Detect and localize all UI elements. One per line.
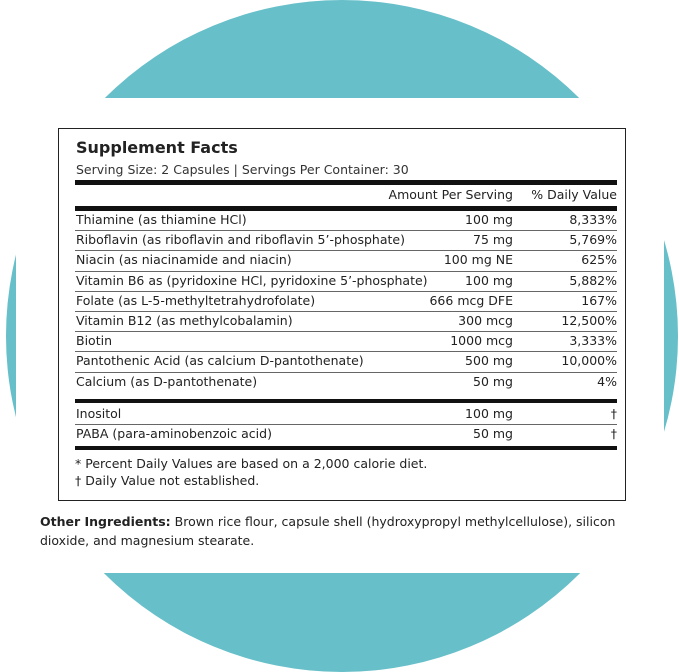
nutrient-row	[75, 211, 617, 231]
serving-info: Serving Size: 2 Capsules | Servings Per Container: 30	[76, 162, 409, 177]
nutrient-dv: 3,333%	[569, 333, 617, 349]
nutrient-amount: 100 mg	[465, 212, 513, 227]
nutrient-amount: 50 mg	[473, 373, 513, 389]
amount-column-header: Amount Per Serving	[388, 187, 513, 202]
nutrient-name: Folate (as L-5-methyltetrahydrofolate)	[76, 292, 316, 308]
nutrient-row	[75, 272, 617, 292]
other-dv: †	[610, 406, 617, 421]
nutrient-name: Biotin	[76, 333, 112, 349]
nutrient-dv: 12,500%	[561, 312, 617, 328]
nutrient-dv: 10,000%	[561, 353, 617, 369]
nutrient-dv: 5,882%	[569, 272, 617, 288]
panel-title: Supplement Facts	[76, 138, 238, 157]
nutrient-row	[75, 332, 617, 352]
label-card	[16, 98, 664, 573]
nutrient-row	[75, 231, 617, 251]
other-amount: 50 mg	[473, 426, 513, 442]
column-header	[75, 185, 617, 205]
nutrient-amount: 100 mg NE	[443, 252, 513, 268]
footnote-not-established: † Daily Value not established.	[75, 473, 260, 488]
other-amount: 100 mg	[465, 406, 513, 421]
other-ingredients-label: Other Ingredients:	[40, 514, 171, 529]
bottom-thick-rule	[75, 446, 617, 450]
nutrient-name: Vitamin B6 as (pyridoxine HCl, pyridoxine 5’-phosphate)	[76, 272, 428, 288]
nutrient-amount: 666 mcg DFE	[429, 292, 513, 308]
supplement-facts-panel	[58, 128, 626, 501]
nutrient-amount: 500 mg	[465, 353, 513, 369]
other-dv: †	[610, 426, 617, 442]
nutrient-name: Pantothenic Acid (as calcium D-pantothenate)	[76, 353, 364, 369]
nutrient-dv: 4%	[597, 373, 617, 389]
nutrient-amount: 100 mg	[465, 272, 513, 288]
nutrient-row	[75, 292, 617, 312]
other-rows	[75, 405, 617, 444]
nutrient-row	[75, 251, 617, 271]
nutrient-name: Riboflavin (as riboflavin and riboflavin 5’-phosphate)	[76, 232, 405, 248]
other-name: PABA (para-aminobenzoic acid)	[76, 426, 272, 442]
nutrient-name: Thiamine (as thiamine HCl)	[76, 212, 247, 227]
section-thick-rule	[75, 399, 617, 403]
nutrient-name: Niacin (as niacinamide and niacin)	[76, 252, 292, 268]
nutrient-amount: 300 mcg	[458, 312, 513, 328]
footnote-daily-values: * Percent Daily Values are based on a 2,000 calorie diet.	[75, 456, 428, 471]
nutrient-row	[75, 373, 617, 392]
nutrient-dv: 8,333%	[569, 212, 617, 227]
other-name: Inositol	[76, 406, 122, 421]
nutrient-rows	[75, 211, 617, 392]
nutrient-row	[75, 312, 617, 332]
nutrient-amount: 1000 mcg	[450, 333, 513, 349]
nutrient-amount: 75 mg	[473, 232, 513, 248]
nutrient-dv: 167%	[581, 292, 617, 308]
other-row	[75, 425, 617, 444]
daily-value-column-header: % Daily Value	[531, 187, 617, 202]
other-ingredients-text: Brown rice flour, capsule shell (hydroxypropyl methylcellulose), silicon dioxide, and magnesium stearate.	[40, 514, 616, 548]
nutrient-name: Vitamin B12 (as methylcobalamin)	[76, 312, 293, 328]
nutrient-dv: 625%	[581, 252, 617, 268]
other-ingredients	[40, 512, 640, 550]
other-row	[75, 405, 617, 425]
nutrient-row	[75, 352, 617, 372]
nutrient-dv: 5,769%	[569, 232, 617, 248]
nutrient-name: Calcium (as D-pantothenate)	[76, 373, 258, 389]
